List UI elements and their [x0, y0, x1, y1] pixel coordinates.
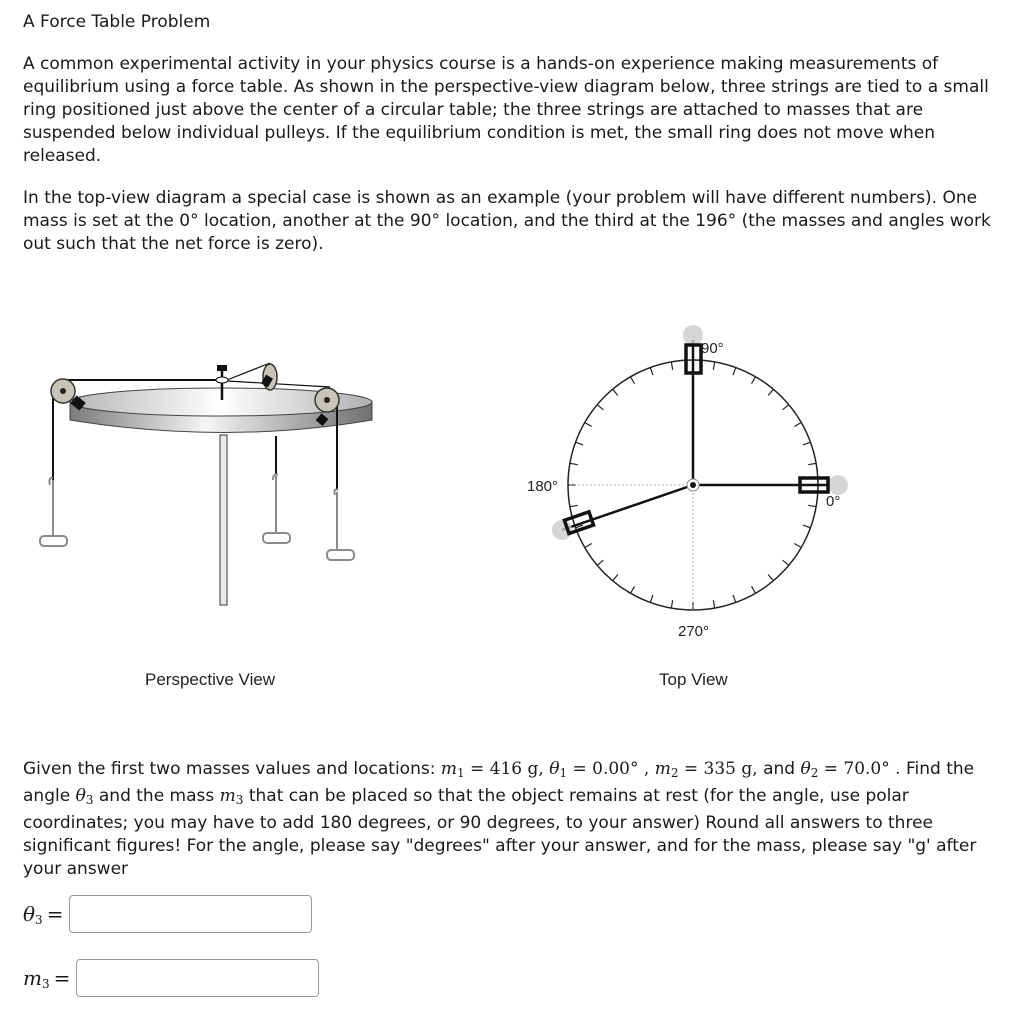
theta3-label: $\theta_3$ = — [23, 901, 64, 927]
perspective-view-caption: Perspective View — [145, 670, 276, 689]
theta2-symbol: $\theta_2$ — [800, 759, 819, 780]
m2-symbol: $m_2$ — [654, 759, 679, 780]
top-view-diagram — [520, 320, 860, 650]
label-0-deg: 0° — [826, 493, 841, 510]
m1-value: = 416 g, — [464, 759, 550, 779]
theta3-symbol: $\theta_3$ — [75, 786, 94, 807]
problem-lead: Given the first two masses values and locations: — [23, 759, 441, 779]
example-line-1: In the top-view diagram a special case is shown as an example (your problem will have different numbers). — [23, 188, 938, 208]
m3-input[interactable] — [76, 959, 319, 997]
m2-value: = 335 g, — [678, 759, 764, 779]
theta1-symbol: $\theta_1$ — [549, 759, 568, 780]
example-line-2: One mass is set at the 0° location, another at the 90° location, and the third at the 196° (the masses and angles work out such that the net force is zero). — [23, 188, 991, 254]
perspective-view-diagram — [30, 340, 390, 620]
example-paragraph — [23, 187, 998, 256]
m3-label: $m_3$ = — [23, 965, 71, 991]
m3-answer-row — [23, 959, 319, 997]
page-title: A Force Table Problem — [23, 12, 211, 32]
label-90-deg: 90° — [701, 340, 724, 357]
intro-paragraph: A common experimental activity in your physics course is a hands-on experience making measurements of equilibrium using a force table. As shown in the perspective-view diagram below, three strings are tied to a small ring positioned just above the center of a circular table; the three strings are attached to masses that are suspended below individual pulleys. If the equilibrium condition is met, the small ring does not move when released. — [23, 54, 989, 166]
label-270-deg: 270° — [678, 623, 710, 640]
m1-symbol: $m_1$ — [440, 759, 465, 780]
theta2-value: = 70.0° . — [818, 759, 901, 779]
m3-symbol: $m_3$ — [219, 786, 244, 807]
theta3-input[interactable] — [69, 895, 312, 933]
problem-statement: Given the first two masses values and locations: $m_1 = 416$ g, $\theta_1 = 0.00^\circ$ , $m_2 = 335$ g, and $\theta_2 = 70.0^\circ$ . Find the angle $\theta_3$ and the mass $m_3$ that can be placed so that the object remains at rest (for the angle, use polar coordinates; you may have to add 180 degrees, or 90 degrees, to your answer) Round all answers to three significant figures! For the angle, please say "degrees" after your answer, and for the mass, please say "g' after your answer — [23, 759, 977, 879]
top-view-caption: Top View — [659, 670, 728, 689]
theta3-answer-row — [23, 895, 312, 933]
theta1-value: = 0.00° , — [567, 759, 655, 779]
label-180-deg: 180° — [527, 478, 559, 495]
